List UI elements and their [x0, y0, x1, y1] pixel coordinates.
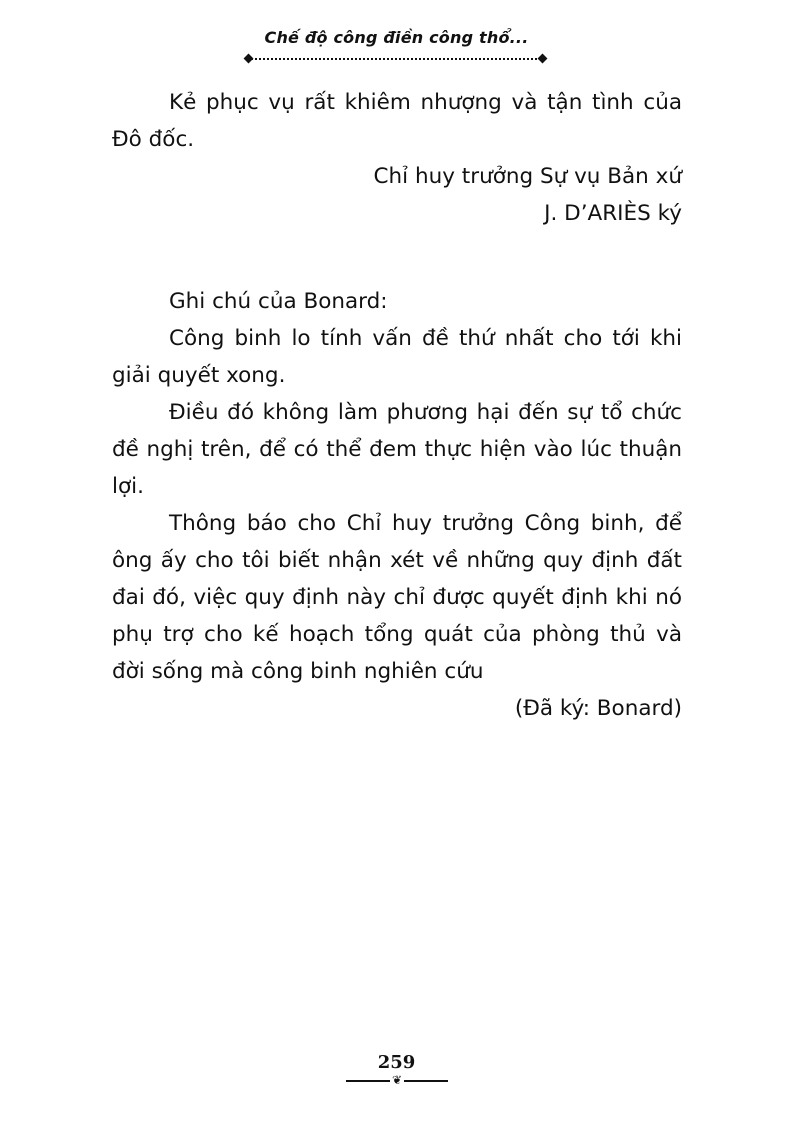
signature-title: Chỉ huy trưởng Sự vụ Bản xứ: [373, 164, 682, 189]
letter-closing: [112, 84, 682, 232]
rule-end-ornament-icon: [244, 54, 254, 64]
paragraph: Điều đó không làm phương hại đến sự tổ chức đề nghị trên, để có thể đem thực hiện vào lúc thuận lợi.: [112, 400, 682, 499]
ornament-icon: ❦: [391, 1073, 403, 1087]
paragraph: Thông báo cho Chỉ huy trưởng Công binh, để ông ấy cho tôi biết nhận xét về những quy định đất đai đó, việc quy định này chỉ được quyết định khi nó phụ trợ cho kế hoạch tổng quát của phòng thủ và đời sống mà công binh nghiên cứu: [112, 511, 682, 684]
running-header: [0, 28, 793, 47]
paragraph: Công binh lo tính vấn đề thứ nhất cho tới khi giải quyết xong.: [112, 326, 682, 388]
header-rule: [248, 58, 544, 60]
note-heading: Ghi chú của Bonard:: [169, 289, 388, 314]
closing-line: Kẻ phục vụ rất khiêm nhượng và tận tình của Đô đốc.: [112, 90, 682, 152]
page-number: 259: [377, 1052, 416, 1073]
rule-end-ornament-icon: [538, 54, 548, 64]
closing-signature: (Đã ký: Bonard): [514, 696, 682, 721]
note-section: [112, 283, 682, 727]
running-title: Chế độ công điền công thổ...: [264, 28, 529, 47]
signature-name: J. D’ARIÈS ký: [544, 201, 682, 226]
